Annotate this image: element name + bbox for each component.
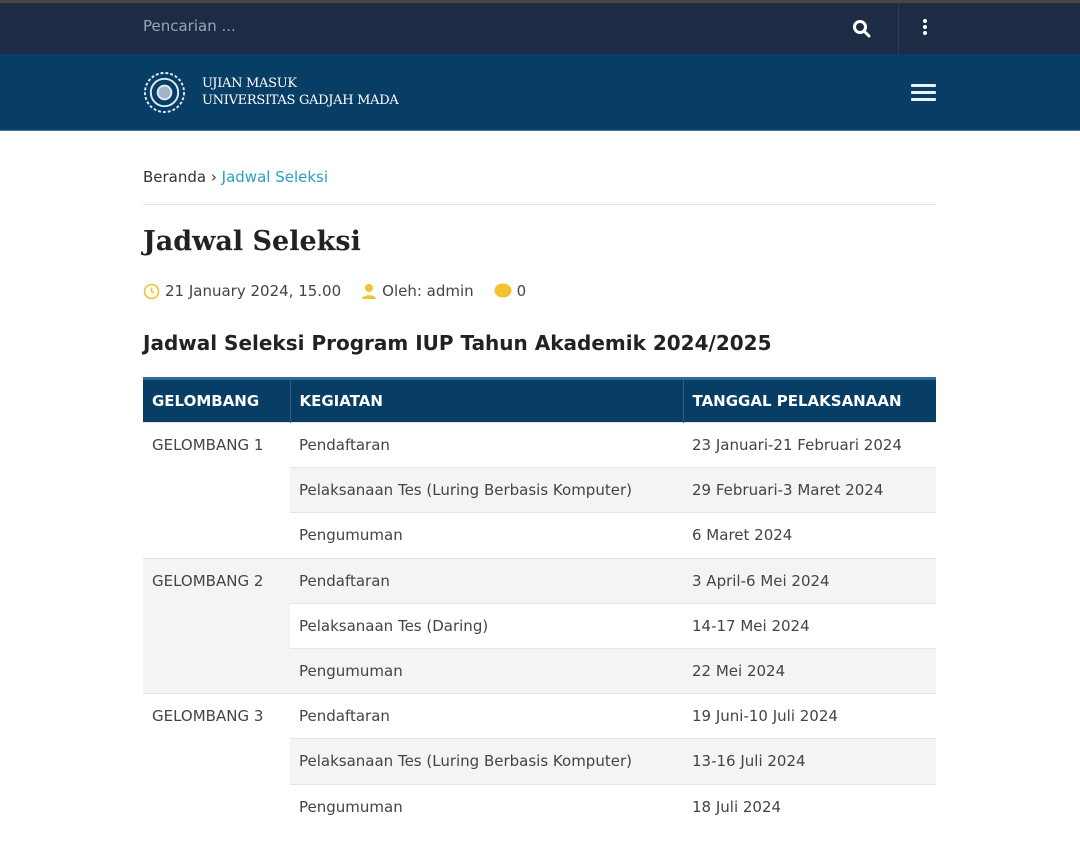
schedule-table (143, 377, 936, 829)
clock-icon (143, 283, 160, 300)
table-row (143, 694, 936, 739)
breadcrumb-home[interactable]: Beranda (143, 168, 207, 186)
activity-cell: Pengumuman (290, 648, 683, 693)
search-input[interactable] (143, 17, 743, 35)
wave-cell: GELOMBANG 2 (143, 558, 290, 694)
breadcrumb (143, 168, 328, 186)
divider (898, 3, 899, 54)
table-row (143, 423, 936, 468)
date-cell: 29 Februari-3 Maret 2024 (683, 468, 936, 513)
wave-cell: GELOMBANG 1 (143, 423, 290, 559)
column-header: TANGGAL PELAKSANAAN (683, 379, 936, 423)
divider (143, 204, 936, 205)
activity-cell: Pelaksanaan Tes (Daring) (290, 603, 683, 648)
user-icon (361, 283, 377, 299)
wave-cell: GELOMBANG 3 (143, 694, 290, 830)
post-author: Oleh: admin (382, 282, 474, 300)
post-date: 21 January 2024, 15.00 (165, 282, 342, 300)
activity-cell: Pendaftaran (290, 558, 683, 603)
date-cell: 19 Juni-10 Juli 2024 (683, 694, 936, 739)
column-header: KEGIATAN (290, 379, 683, 423)
more-options-icon[interactable] (918, 17, 932, 39)
activity-cell: Pelaksanaan Tes (Luring Berbasis Komputer) (290, 468, 683, 513)
date-cell: 22 Mei 2024 (683, 648, 936, 693)
search-icon[interactable] (852, 19, 872, 39)
activity-cell: Pendaftaran (290, 423, 683, 468)
date-cell: 23 Januari-21 Februari 2024 (683, 423, 936, 468)
date-cell: 18 Juli 2024 (683, 784, 936, 829)
date-cell: 6 Maret 2024 (683, 513, 936, 558)
table-row (143, 558, 936, 603)
table-header-row (143, 379, 936, 423)
activity-cell: Pelaksanaan Tes (Luring Berbasis Komputer) (290, 739, 683, 784)
section-heading: Jadwal Seleksi Program IUP Tahun Akademik 2024/2025 (143, 331, 772, 355)
brand-line-2: UNIVERSITAS GADJAH MADA (202, 93, 399, 108)
comment-icon[interactable] (494, 283, 512, 299)
page-title: Jadwal Seleksi (143, 226, 361, 257)
breadcrumb-current[interactable]: Jadwal Seleksi (221, 168, 329, 186)
activity-cell: Pengumuman (290, 513, 683, 558)
breadcrumb-separator: › (210, 168, 217, 186)
brand-line-1: UJIAN MASUK (202, 76, 297, 91)
column-header: GELOMBANG (143, 379, 290, 423)
menu-hamburger-icon[interactable] (911, 84, 936, 102)
date-cell: 3 April-6 Mei 2024 (683, 558, 936, 603)
site-brand[interactable] (202, 75, 398, 109)
activity-cell: Pendaftaran (290, 694, 683, 739)
date-cell: 14-17 Mei 2024 (683, 603, 936, 648)
ugm-logo[interactable] (143, 71, 186, 114)
post-meta (143, 282, 526, 300)
activity-cell: Pengumuman (290, 784, 683, 829)
top-bar (0, 3, 1080, 54)
date-cell: 13-16 Juli 2024 (683, 739, 936, 784)
comment-count[interactable]: 0 (516, 282, 527, 300)
